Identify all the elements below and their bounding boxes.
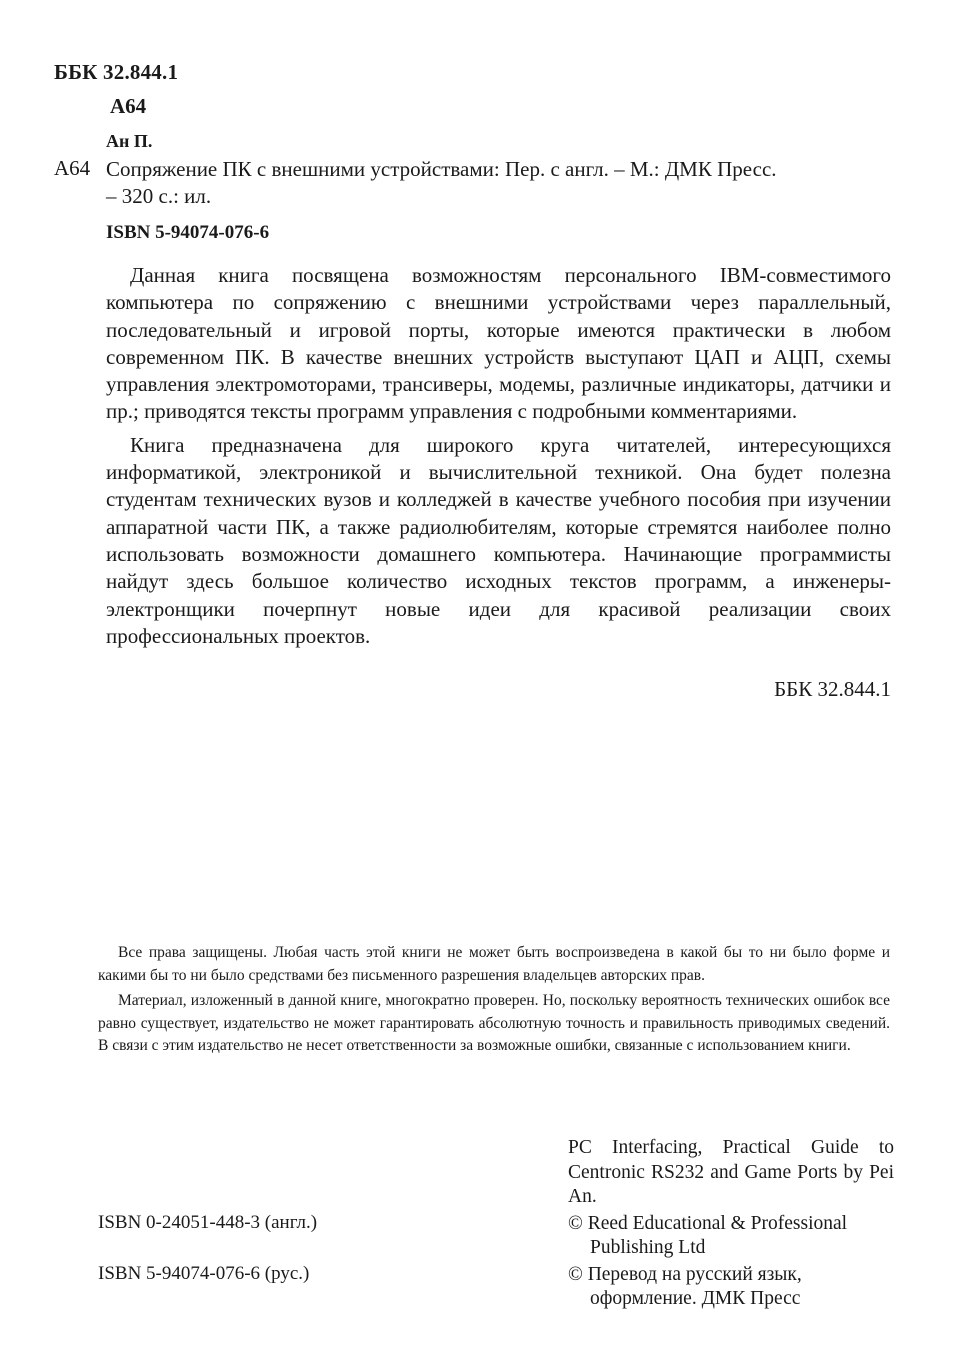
copyright-publisher-line-1: © Reed Educational & Professional: [568, 1212, 848, 1234]
bibliographic-title: [106, 156, 891, 210]
author-mark-left: А64: [54, 156, 91, 180]
copyright-translation: [568, 1263, 894, 1312]
author-mark: А64: [110, 94, 147, 118]
original-title: PC Interfacing, Practical Guide to Centronic RS232 and Game Ports by Pei An.: [568, 1137, 894, 1207]
copyright-publisher-line-2: Publishing Ltd: [590, 1237, 706, 1258]
title-line-2: – 320 с.: ил.: [106, 184, 212, 208]
isbn-english: ISBN 0-24051-448-3 (англ.): [98, 1212, 318, 1233]
isbn-russian: ISBN 5-94074-076-6 (рус.): [98, 1263, 310, 1284]
bbk-classification: ББК 32.844.1: [54, 60, 179, 84]
bbk-footer-code: ББК 32.844.1: [774, 677, 891, 701]
author-name: Ан П.: [106, 131, 153, 151]
copyright-publisher: [568, 1212, 894, 1261]
title-line-1: Сопряжение ПК с внешними устройствами: Пер. с англ. – М.: ДМК Пресс.: [106, 157, 777, 181]
rights-paragraph-1: Все права защищены. Любая часть этой книги не может быть воспроизведена в какой бы то ни было форме и какими бы то ни было средствами без письменного разрешения владельцев авторских прав.: [98, 944, 890, 984]
abstract-paragraph-2: Книга предназначена для широкого круга читателей, интересующихся информатикой, электроникой и вычислительной техникой. Она будет полезна студентам технических вузов и колледжей в качестве учебного пособия при изучении аппаратной части ПК, а также радиолюбителям, которые стремятся наиболее полно использовать возможности домашнего компьютера. Начинающие программисты найдут здесь большое количество исходных текстов программ, а инженеры-электронщики почерпнут новые идеи для красивой реализации своих профессиональных проектов.: [106, 432, 891, 648]
rights-notice: [98, 942, 890, 1058]
rights-paragraph-2: Материал, изложенный в данной книге, многократно проверен. Но, поскольку вероятность технических ошибок все равно существует, издательство не может гарантировать абсолютную точность и правильность приводимых сведений. В связи с этим издательство не несет ответственности за возможные ошибки, связанные с использованием книги.: [98, 992, 890, 1055]
abstract-paragraph-1: Данная книга посвящена возможностям персонального IBM-совместимого компьютера по сопряжению с внешними устройствами через параллельный, последовательный и игровой порты, которые имеются практически в любом современном ПК. В качестве внешних устройств выступают ЦАП и АЦП, схемы управления электромоторами, трансиверы, модемы, различные индикаторы, датчики и пр.; приводятся тексты программ управления с подробными комментариями.: [106, 263, 891, 424]
isbn-main: ISBN 5-94074-076-6: [106, 222, 270, 243]
copyright-translation-line-1: © Перевод на русский язык,: [568, 1263, 802, 1285]
credits-block: [568, 1136, 894, 1312]
abstract: [106, 262, 891, 656]
copyright-translation-line-2: оформление. ДМК Пресс: [590, 1288, 801, 1309]
